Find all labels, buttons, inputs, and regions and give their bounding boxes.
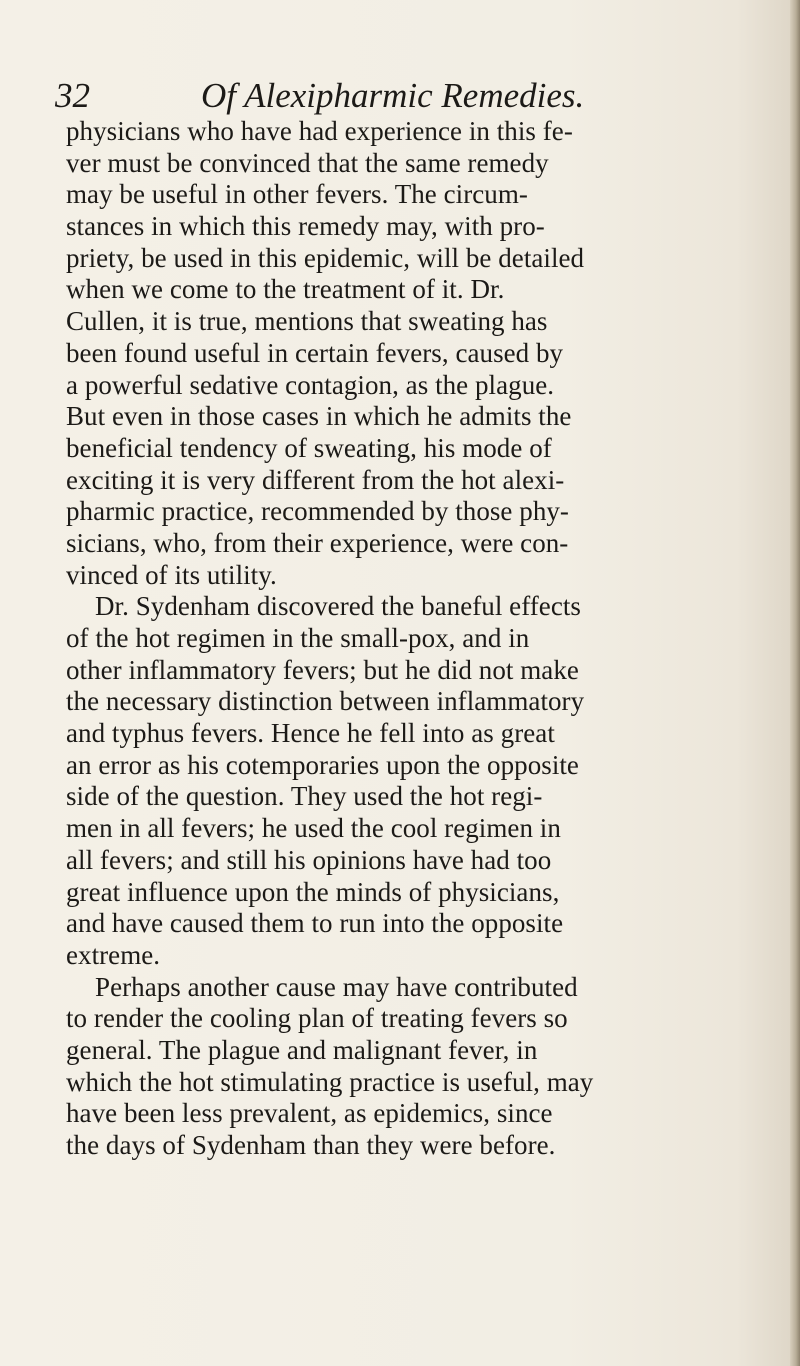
text-line: ver must be convinced that the same remedy: [66, 147, 549, 178]
text-line: which the hot stimulating practice is useful, may: [66, 1066, 594, 1097]
text-line: side of the question. They used the hot regi-: [66, 781, 543, 812]
body-text: [66, 116, 746, 1162]
text-line: exciting it is very different from the hot alexi-: [66, 464, 565, 495]
text-line: general. The plague and malignant fever, in: [66, 1034, 538, 1065]
text-line: and typhus fevers. Hence he fell into as great: [66, 718, 555, 749]
text-line: Cullen, it is true, mentions that sweating has: [66, 306, 548, 337]
page-number: 32: [55, 76, 90, 115]
text-line: when we come to the treatment of it. Dr.: [66, 274, 505, 305]
text-line: an error as his cotemporaries upon the opposite: [66, 749, 579, 780]
text-line: pharmic practice, recommended by those phy-: [66, 496, 569, 527]
text-line: extreme.: [66, 939, 161, 970]
text-line: beneficial tendency of sweating, his mode of: [66, 432, 552, 463]
paragraph-start-line: Perhaps another cause may have contributed: [95, 971, 578, 1002]
text-line: may be useful in other fevers. The circum-: [66, 179, 528, 210]
text-line: to render the cooling plan of treating fevers so: [66, 1003, 568, 1034]
running-head-title: Of Alexipharmic Remedies.: [201, 76, 585, 115]
text-line: physicians who have had experience in this fe-: [66, 116, 573, 146]
text-line: priety, be used in this epidemic, will be detailed: [66, 242, 585, 273]
text-line: and have caused them to run into the opposite: [66, 908, 564, 939]
text-line: been found useful in certain fevers, caused by: [66, 337, 564, 368]
running-head: [55, 74, 755, 118]
text-line: stances in which this remedy may, with pro-: [66, 211, 545, 242]
text-line: a powerful sedative contagion, as the plague.: [66, 369, 555, 400]
paragraph-start-line: Dr. Sydenham discovered the baneful effects: [95, 591, 581, 622]
text-line: all fevers; and still his opinions have had too: [66, 844, 552, 875]
text-line: other inflammatory fevers; but he did not make: [66, 654, 579, 685]
text-line: But even in those cases in which he admits the: [66, 401, 572, 432]
text-line: sicians, who, from their experience, were con-: [66, 527, 569, 558]
text-line: vinced of its utility.: [66, 559, 277, 590]
text-line: have been less prevalent, as epidemics, since: [66, 1098, 553, 1129]
text-line: the necessary distinction between inflammatory: [66, 686, 585, 717]
page-edge: [790, 0, 800, 1366]
text-line: men in all fevers; he used the cool regimen in: [66, 813, 561, 844]
text-line: great influence upon the minds of physicians,: [66, 876, 560, 907]
text-line: of the hot regimen in the small-pox, and in: [66, 623, 530, 653]
text-line: the days of Sydenham than they were before.: [66, 1130, 556, 1160]
